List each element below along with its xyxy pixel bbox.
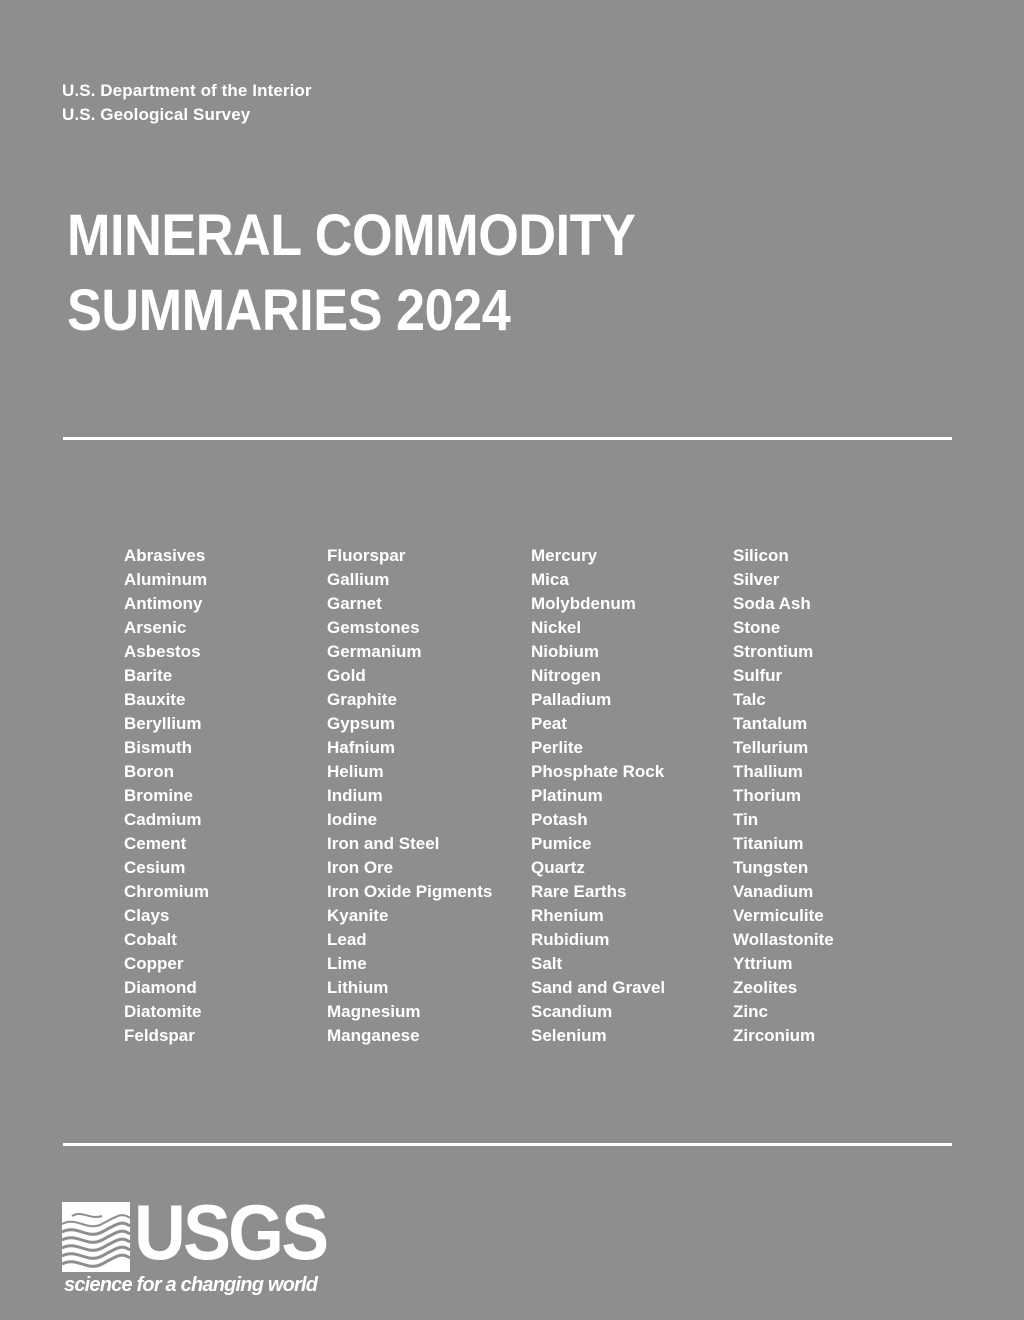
commodity-item: Manganese <box>327 1026 420 1045</box>
commodity-item: Helium <box>327 762 384 781</box>
commodity-item: Cobalt <box>124 930 177 949</box>
commodity-item: Tantalum <box>733 714 808 733</box>
commodity-item: Soda Ash <box>733 594 811 613</box>
commodity-item: Yttrium <box>733 954 793 973</box>
commodity-item: Iron Ore <box>327 858 394 877</box>
commodity-item: Germanium <box>327 642 422 661</box>
commodity-list <box>124 544 884 1054</box>
commodity-item: Vanadium <box>733 882 814 901</box>
commodity-item: Tellurium <box>733 738 809 757</box>
commodity-item: Peat <box>531 714 567 733</box>
commodity-item: Tungsten <box>733 858 809 877</box>
commodity-item: Kyanite <box>327 906 389 925</box>
commodity-item: Titanium <box>733 834 804 853</box>
commodity-item: Rhenium <box>531 906 604 925</box>
commodity-item: Mica <box>531 570 569 589</box>
commodity-item: Bauxite <box>124 690 186 709</box>
commodity-item: Quartz <box>531 858 585 877</box>
commodity-item: Nitrogen <box>531 666 601 685</box>
commodity-item: Potash <box>531 810 588 829</box>
commodity-item: Bismuth <box>124 738 192 757</box>
commodity-item: Abrasives <box>124 546 206 565</box>
department-name: U.S. Department of the Interior <box>62 81 312 100</box>
commodity-item: Feldspar <box>124 1026 195 1045</box>
commodity-item: Diatomite <box>124 1002 202 1021</box>
commodity-item: Sand and Gravel <box>531 978 666 997</box>
commodity-item: Indium <box>327 786 383 805</box>
commodity-item: Stone <box>733 618 781 637</box>
commodity-column-3 <box>531 544 665 1048</box>
top-divider <box>63 437 952 440</box>
commodity-item: Tin <box>733 810 759 829</box>
commodity-item: Gallium <box>327 570 390 589</box>
commodity-item: Clays <box>124 906 170 925</box>
commodity-item: Aluminum <box>124 570 208 589</box>
commodity-item: Wollastonite <box>733 930 834 949</box>
commodity-item: Gemstones <box>327 618 420 637</box>
commodity-item: Molybdenum <box>531 594 636 613</box>
commodity-item: Palladium <box>531 690 612 709</box>
commodity-column-1 <box>124 544 209 1048</box>
commodity-column-2 <box>327 544 492 1048</box>
commodity-item: Nickel <box>531 618 582 637</box>
commodity-item: Beryllium <box>124 714 202 733</box>
commodity-item: Zinc <box>733 1002 768 1021</box>
commodity-item: Gypsum <box>327 714 396 733</box>
commodity-item: Zeolites <box>733 978 798 997</box>
title-line-2: SUMMARIES 2024 <box>67 278 511 343</box>
commodity-item: Silicon <box>733 546 789 565</box>
commodity-item: Selenium <box>531 1026 607 1045</box>
commodity-item: Silver <box>733 570 780 589</box>
bottom-divider <box>63 1143 952 1146</box>
commodity-item: Antimony <box>124 594 203 613</box>
commodity-column-4 <box>733 544 834 1048</box>
commodity-item: Strontium <box>733 642 814 661</box>
commodity-item: Diamond <box>124 978 197 997</box>
commodity-item: Phosphate Rock <box>531 762 665 781</box>
commodity-item: Cesium <box>124 858 186 877</box>
commodity-item: Fluorspar <box>327 546 406 565</box>
commodity-item: Lithium <box>327 978 389 997</box>
commodity-item: Copper <box>124 954 184 973</box>
commodity-item: Garnet <box>327 594 382 613</box>
commodity-item: Magnesium <box>327 1002 421 1021</box>
commodity-item: Cadmium <box>124 810 202 829</box>
commodity-item: Cement <box>124 834 187 853</box>
commodity-item: Lead <box>327 930 367 949</box>
commodity-item: Iron Oxide Pigments <box>327 882 493 901</box>
commodity-item: Mercury <box>531 546 598 565</box>
commodity-item: Graphite <box>327 690 397 709</box>
commodity-item: Sulfur <box>733 666 783 685</box>
commodity-item: Thorium <box>733 786 801 805</box>
title-line-1: MINERAL COMMODITY <box>67 203 636 268</box>
commodity-item: Bromine <box>124 786 193 805</box>
agency-header <box>62 79 312 127</box>
commodity-item: Rare Earths <box>531 882 627 901</box>
commodity-item: Lime <box>327 954 367 973</box>
usgs-wave-icon <box>62 1202 130 1272</box>
commodity-item: Talc <box>733 690 766 709</box>
commodity-item: Asbestos <box>124 642 201 661</box>
commodity-item: Salt <box>531 954 563 973</box>
commodity-item: Zirconium <box>733 1026 816 1045</box>
commodity-item: Boron <box>124 762 175 781</box>
commodity-item: Perlite <box>531 738 583 757</box>
commodity-item: Scandium <box>531 1002 613 1021</box>
commodity-item: Hafnium <box>327 738 395 757</box>
commodity-item: Thallium <box>733 762 803 781</box>
commodity-item: Vermiculite <box>733 906 824 925</box>
report-title <box>67 198 635 348</box>
agency-name: U.S. Geological Survey <box>62 105 251 124</box>
commodity-item: Rubidium <box>531 930 610 949</box>
commodity-item: Pumice <box>531 834 592 853</box>
usgs-logo <box>62 1188 332 1300</box>
commodity-item: Iron and Steel <box>327 834 440 853</box>
commodity-item: Barite <box>124 666 173 685</box>
usgs-tagline: science for a changing world <box>64 1274 318 1296</box>
commodity-item: Niobium <box>531 642 599 661</box>
commodity-item: Arsenic <box>124 618 187 637</box>
commodity-item: Chromium <box>124 882 209 901</box>
commodity-item: Iodine <box>327 810 378 829</box>
commodity-item: Platinum <box>531 786 603 805</box>
commodity-item: Gold <box>327 666 366 685</box>
usgs-wordmark: USGS <box>134 1188 327 1276</box>
